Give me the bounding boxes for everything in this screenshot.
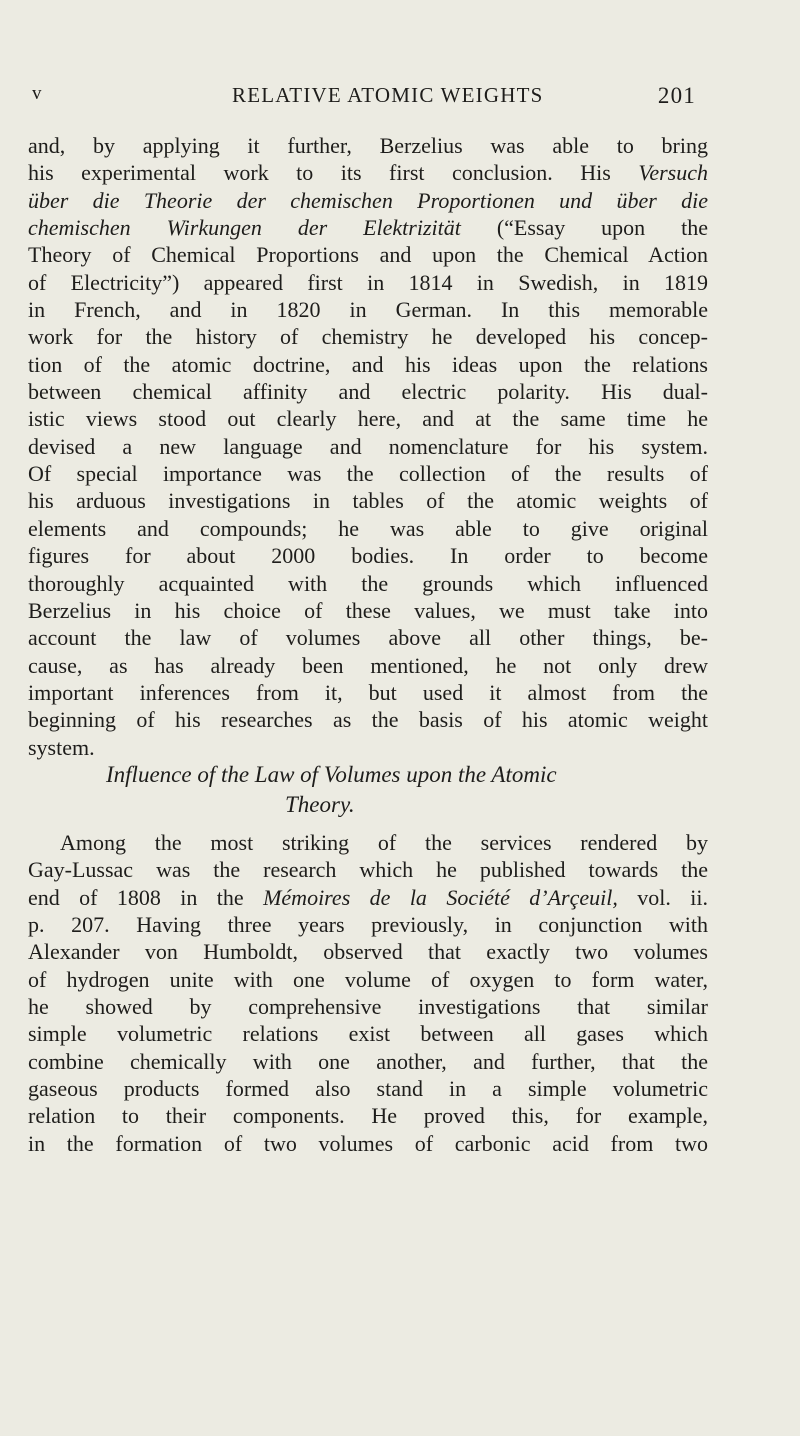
- text-line: important inferences from it, but used it almost from the: [28, 679, 708, 705]
- text-line: work for the history of chemistry he developed his concep-: [28, 324, 708, 350]
- text-line: p. 207. Having three years previously, in conjunction with: [28, 912, 708, 938]
- text-line: Among the most striking of the services rendered by: [60, 830, 708, 855]
- running-header: [32, 83, 696, 113]
- text-line: chemischen Wirkungen der Elektrizität (“Essay upon the: [28, 215, 709, 241]
- text-line: tion of the atomic doctrine, and his ideas upon the relations: [28, 351, 708, 377]
- text-line: Berzelius in his choice of these values, we must take into: [28, 597, 708, 623]
- text-line: system.: [28, 734, 95, 760]
- section-heading: [28, 760, 708, 820]
- text-line: relation to their components. He proved this, for example,: [28, 1103, 708, 1129]
- paragraph-berzelius: [28, 132, 708, 761]
- text-line: his arduous investigations in tables of the atomic weights of: [28, 488, 708, 514]
- text-line: Theory of Chemical Proportions and upon the Chemical Action: [28, 242, 708, 268]
- text-line: he showed by comprehensive investigations that similar: [28, 994, 708, 1020]
- text-line: of hydrogen unite with one volume of oxygen to form water,: [28, 966, 708, 992]
- signature-mark: v: [32, 83, 43, 104]
- section-heading-line: Theory.: [285, 792, 355, 817]
- text-line: in French, and in 1820 in German. In this memorable: [28, 297, 708, 323]
- text-line: über die Theorie der chemischen Proportionen und über die: [28, 187, 708, 213]
- text-line: combine chemically with one another, and further, that the: [28, 1048, 708, 1074]
- text-line: in the formation of two volumes of carbonic acid from two: [28, 1130, 708, 1156]
- text-line: his experimental work to its first conclusion. His Versuch: [28, 160, 708, 186]
- text-line: thoroughly acquainted with the grounds which influenced: [28, 570, 708, 596]
- text-line: Gay-Lussac was the research which he published towards the: [28, 857, 708, 883]
- text-line: account the law of volumes above all other things, be-: [28, 625, 708, 651]
- text-line: cause, as has already been mentioned, he not only drew: [28, 652, 708, 678]
- paragraph-gay-lussac: [28, 829, 708, 1157]
- text-line: beginning of his researches as the basis of his atomic weight: [28, 707, 708, 733]
- page-number: 201: [657, 83, 696, 108]
- text-line: between chemical affinity and electric polarity. His dual-: [28, 379, 708, 405]
- running-title: RELATIVE ATOMIC WEIGHTS: [232, 83, 544, 107]
- text-line: Alexander von Humboldt, observed that exactly two volumes: [28, 939, 708, 965]
- text-line: simple volumetric relations exist between all gases which: [28, 1021, 708, 1047]
- text-line: gaseous products formed also stand in a simple volumetric: [28, 1076, 708, 1102]
- text-line: elements and compounds; he was able to give original: [28, 515, 708, 541]
- text-line: figures for about 2000 bodies. In order to become: [28, 543, 708, 569]
- text-line: istic views stood out clearly here, and at the same time he: [28, 406, 708, 432]
- section-heading-line: Influence of the Law of Volumes upon the Atomic: [106, 762, 557, 787]
- text-line: devised a new language and nomenclature for his system.: [28, 433, 708, 459]
- text-line: of Electricity”) appeared first in 1814 in Swedish, in 1819: [28, 269, 708, 295]
- text-line: and, by applying it further, Berzelius was able to bring: [28, 133, 708, 158]
- text-line: end of 1808 in the Mémoires de la Société d’Arçeuil, vol. ii.: [28, 884, 708, 910]
- text-line: Of special importance was the collection of the results of: [28, 461, 708, 487]
